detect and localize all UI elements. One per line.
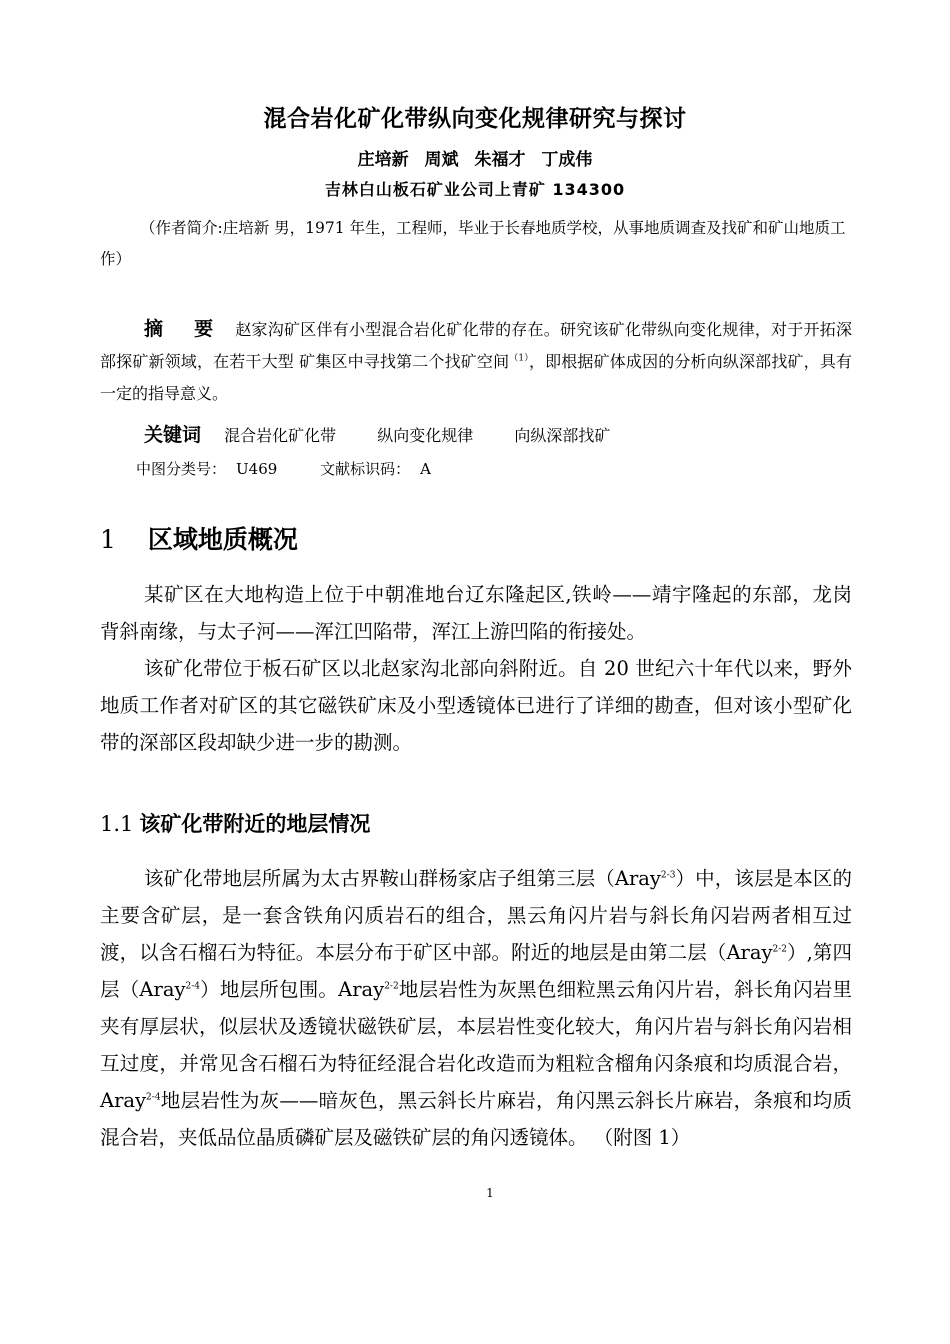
author-bio: （作者简介:庄培新 男，1971 年生，工程师，毕业于长春地质学校，从事地质调查及找矿和矿山地质工作） (100, 219, 846, 268)
keyword: 向纵深部找矿 (514, 426, 611, 445)
citation-ref: （1） (509, 353, 529, 364)
section-title: 区域地质概况 (147, 525, 298, 554)
paragraph-text: 地层岩性为灰黑色细粒黑云角闪片岩，斜长角闪岩里夹有厚层状，似层状及透镜状磁铁矿层，本层岩性变化较大，角闪片岩与斜长角闪岩相互过度，并常见含石榴石为特征经混合岩化改造而为粗粒含榴角闪条痕和均质混合岩，Aray (100, 978, 852, 1112)
paragraph-text: ）地层所包围。Aray (199, 978, 385, 1001)
author-name: 周斌 (424, 150, 459, 170)
classification-line (136, 458, 441, 479)
superscript: 2-4 (146, 1092, 161, 1103)
clc-label: 中图分类号： (136, 460, 227, 478)
author-name: 朱福才 (474, 150, 526, 170)
page-number: 1 (486, 1186, 494, 1200)
keywords (144, 420, 646, 447)
clc-value: U469 (236, 460, 278, 478)
paragraph-text: ）中，该层是本区的主要含矿层，是一套含铁角闪质岩石的组合，黑云角闪片岩与斜长角闪岩两者相互过渡，以含石榴石为特征。本层分布于矿区中部。附近的地层是由第二层（Aray (100, 867, 852, 964)
subsection-heading (100, 808, 370, 838)
author-name: 庄培新 (357, 150, 409, 170)
body-paragraph: 某矿区在大地构造上位于中朝准地台辽东隆起区,铁岭——靖宇隆起的东部，龙岗背斜南缘，与太子河——浑江凹陷带，浑江上游凹陷的衔接处。 (100, 583, 852, 643)
author-list (0, 145, 950, 170)
keywords-label: 关键词 (144, 424, 202, 446)
superscript: 2-2 (772, 944, 787, 955)
paragraph-text: 该矿化带地层所属为太古界鞍山群杨家店子组第三层（Aray (144, 867, 661, 890)
keyword: 纵向变化规律 (377, 426, 474, 445)
abstract-text: ，即根据矿体成因的分析向纵深部找矿，具有一定的指导意义。 (100, 352, 852, 403)
abstract-label: 摘 要 (144, 318, 226, 340)
abstract-text: 赵家沟矿区伴有小型混合岩化矿化带的存在。研究该矿化带纵向变化规律，对于开拓深部探矿新领域，在若干大型 矿集区中寻找第二个找矿空间 (100, 320, 852, 371)
subsection-number: 1.1 (100, 812, 134, 836)
affiliation: 吉林白山板石矿业公司上青矿 134300 (324, 180, 626, 199)
superscript: 2-2 (384, 981, 399, 992)
paper-title: 混合岩化矿化带纵向变化规律研究与探讨 (263, 106, 687, 132)
doc-code-label: 文献标识码： (320, 460, 411, 478)
subsection-title: 该矿化带附近的地层情况 (139, 812, 371, 836)
section-number: 1 (100, 525, 116, 554)
paragraph-text: ）,第四层（Aray (100, 941, 853, 1001)
body-paragraph (100, 860, 852, 1156)
superscript: 2-4 (185, 981, 200, 992)
paragraph-text: 地层岩性为灰——暗灰色，黑云斜长片麻岩，角闪黑云斜长片麻岩，条痕和均质混合岩，夹低品位晶质磷矿层及磁铁矿层的角闪透镜体。 （附图 1） (100, 1089, 852, 1149)
keyword: 混合岩化矿化带 (224, 426, 337, 445)
superscript: 2-3 (660, 870, 676, 881)
section-heading (100, 520, 298, 556)
body-paragraph: 该矿化带位于板石矿区以北赵家沟北部向斜附近。自 20 世纪六十年代以来，野外地质工作者对矿区的其它磁铁矿床及小型透镜体已进行了详细的勘查，但对该小型矿化带的深部区段却缺少进一步的勘测。 (100, 657, 852, 754)
doc-code-value: A (420, 460, 431, 478)
author-name: 丁成伟 (541, 150, 593, 170)
abstract (100, 313, 852, 410)
